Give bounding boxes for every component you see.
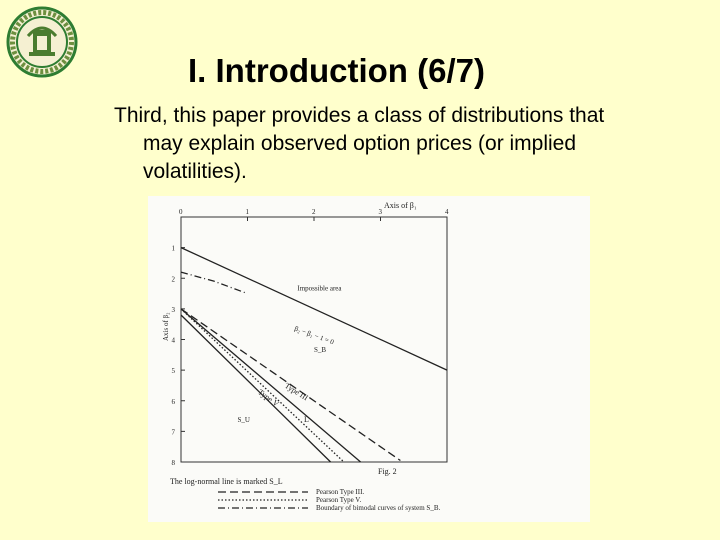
x-tick-label: 2 [312,208,316,216]
x-tick-label: 3 [378,208,382,216]
x-tick-label: 4 [445,208,449,216]
pearson-chart [148,196,590,522]
region-label-su: S_U [237,416,250,425]
series-line [181,272,248,294]
y-tick-label: 4 [171,336,175,345]
series-line [181,309,361,462]
university-seal-icon [6,6,78,78]
bullet-line-2: may explain observed option prices (or implied [143,132,577,155]
line-label-boundary: β₂ − β₁ − 1 = 0 [293,324,335,347]
figure-title: Fig. 2 [378,467,397,476]
bullet-line-3: volatilities). [143,160,247,183]
line-label-type5: Type V [256,387,281,409]
y-tick-label: 6 [171,397,175,406]
slide-title: I. Introduction (6/7) [188,52,485,89]
caption-line: The log-normal line is marked S_L [170,477,283,486]
x-tick-label: 1 [245,208,249,216]
region-label-sb: S_B [314,345,327,354]
y-axis-label: Axis of β₂ [162,312,170,341]
y-tick-label: 8 [171,459,175,467]
y-tick-label: 1 [171,244,175,253]
legend-label: Boundary of bimodal curves of system S_B. [316,504,441,512]
x-axis-label: Axis of β₁ [384,201,417,210]
line-label-lognormal: L [304,415,309,425]
line-label-type3: Type III [283,381,310,403]
pearson-chart-figure [148,196,590,522]
y-tick-label: 5 [171,367,175,376]
legend-label: Pearson Type V. [316,496,362,504]
x-tick-label: 0 [179,208,183,216]
series-line [181,309,344,462]
bullet-line-1: Third, this paper provides a class of distributions that [114,104,605,127]
bullet-text [114,102,704,186]
region-label-impossible: Impossible area [297,284,342,293]
legend-label: Pearson Type III. [316,488,365,496]
y-tick-label: 3 [171,305,175,314]
y-tick-label: 7 [171,428,175,437]
y-tick-label: 2 [171,275,175,284]
